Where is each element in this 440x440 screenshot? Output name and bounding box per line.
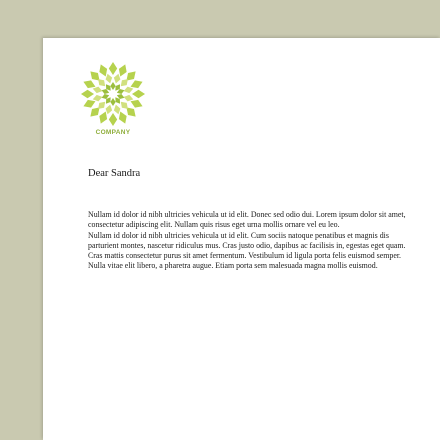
company-name: COMPANY	[95, 129, 131, 136]
body-paragraph: Nullam id dolor id nibh ultricies vehicula ut id elit. Donec sed odio dui. Lorem ipsum dolor sit amet, consectetur adipiscing elit. Nullam quis risus eget urna mollis ornare vel eu leo.	[88, 210, 406, 230]
letter-body	[88, 210, 408, 272]
letter-sheet	[43, 38, 440, 440]
logo-petal	[81, 90, 94, 98]
logo-petal	[132, 90, 145, 98]
logo-petal	[109, 62, 117, 75]
flower-mandala-icon	[80, 61, 146, 127]
logo-petal	[109, 113, 117, 126]
body-paragraph: Nullam id dolor id nibh ultricies vehicula ut id elit. Cum sociis natoque penatibus et magnis dis parturient montes, nascetur ridiculus mus. Cras justo odio, dapibus ac facilisis in, egestas eget quam. Cras mattis consectetur purus sit amet fermentum. Vestibulum id ligula porta felis euismod semper. Nulla vitae elit libero, a pharetra augue. Etiam porta sem malesuada magna mollis euismod.	[88, 230, 406, 271]
logo-petal	[110, 98, 115, 106]
letter-greeting: Dear Sandra	[88, 168, 141, 179]
logo-petal	[110, 82, 115, 90]
